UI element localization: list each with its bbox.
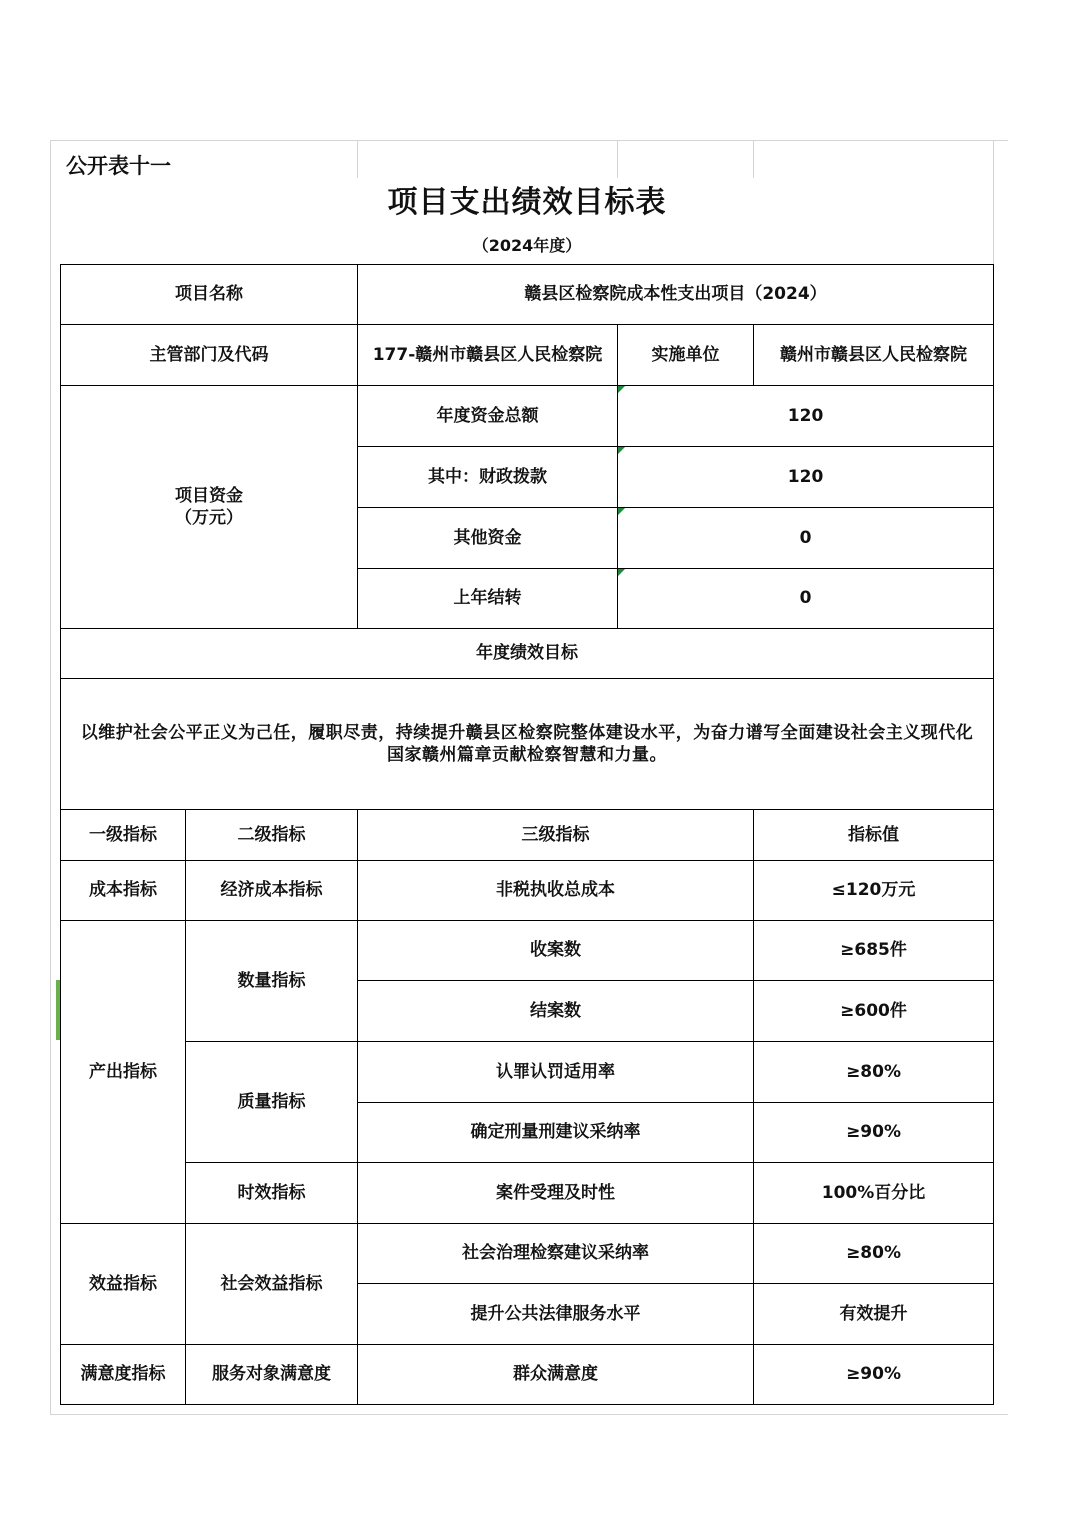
indicator-level3: 确定刑量刑建议采纳率 (358, 1102, 754, 1162)
indicator-level1: 产出指标 (61, 920, 186, 1223)
indicator-level1: 成本指标 (61, 860, 186, 920)
indicator-level2: 数量指标 (186, 920, 358, 1041)
indicator-level3: 案件受理及时性 (358, 1162, 754, 1223)
funds-row-value: 0 (618, 507, 994, 568)
header-level2: 二级指标 (186, 809, 358, 860)
indicator-value: ≥90% (754, 1102, 994, 1162)
dept-value: 177-赣州市赣县区人民检察院 (358, 324, 618, 385)
project-name-label: 项目名称 (61, 264, 358, 324)
funds-row-label: 年度资金总额 (358, 385, 618, 446)
indicator-level3: 提升公共法律服务水平 (358, 1283, 754, 1344)
impl-unit-value: 赣州市赣县区人民检察院 (754, 324, 994, 385)
indicator-level3: 结案数 (358, 980, 754, 1041)
header-level1: 一级指标 (61, 809, 186, 860)
indicator-value: ≥600件 (754, 980, 994, 1041)
impl-unit-label: 实施单位 (618, 324, 754, 385)
header-level3: 三级指标 (358, 809, 754, 860)
performance-target-table (60, 178, 994, 1405)
indicator-value: 100%百分比 (754, 1162, 994, 1223)
goal-text: 以维护社会公平正义为己任，履职尽责，持续提升赣县区检察院整体建设水平，为奋力谱写全面建设社会主义现代化国家赣州篇章贡献检察智慧和力量。 (61, 678, 994, 809)
page-title: 项目支出绩效目标表 (387, 185, 667, 220)
goal-header: 年度绩效目标 (61, 628, 994, 678)
dept-label: 主管部门及代码 (61, 324, 358, 385)
indicator-level2: 社会效益指标 (186, 1223, 358, 1344)
indicator-value: ≤120万元 (754, 860, 994, 920)
indicator-level2: 服务对象满意度 (186, 1344, 358, 1404)
gridline (50, 140, 1008, 141)
funds-row-label: 上年结转 (358, 568, 618, 628)
indicator-value: ≥80% (754, 1223, 994, 1283)
indicator-value: ≥80% (754, 1041, 994, 1102)
indicator-level3: 收案数 (358, 920, 754, 980)
gridline (753, 140, 754, 178)
header-value: 指标值 (754, 809, 994, 860)
funds-row-value: 120 (618, 385, 994, 446)
indicator-level3: 非税执收总成本 (358, 860, 754, 920)
indicator-value: ≥90% (754, 1344, 994, 1404)
year-label: （2024年度） (472, 235, 582, 255)
gridline (617, 140, 618, 178)
funds-row-value: 120 (618, 446, 994, 507)
table-caption: 公开表十一 (66, 154, 171, 178)
funds-label: 项目资金 （万元） (61, 385, 358, 628)
funds-row-label: 其他资金 (358, 507, 618, 568)
gridline (50, 140, 51, 1415)
indicator-level2: 时效指标 (186, 1162, 358, 1223)
indicator-level1: 满意度指标 (61, 1344, 186, 1404)
indicator-level1: 效益指标 (61, 1223, 186, 1344)
funds-row-label: 其中：财政拨款 (358, 446, 618, 507)
indicator-level2: 质量指标 (186, 1041, 358, 1162)
indicator-level3: 社会治理检察建议采纳率 (358, 1223, 754, 1283)
gridline (50, 1414, 1008, 1415)
indicator-value: ≥685件 (754, 920, 994, 980)
funds-row-value: 0 (618, 568, 994, 628)
indicator-level2: 经济成本指标 (186, 860, 358, 920)
gridline (357, 140, 358, 178)
project-name-value: 赣县区检察院成本性支出项目（2024） (358, 264, 994, 324)
indicator-level3: 认罪认罚适用率 (358, 1041, 754, 1102)
indicator-value: 有效提升 (754, 1283, 994, 1344)
indicator-level3: 群众满意度 (358, 1344, 754, 1404)
